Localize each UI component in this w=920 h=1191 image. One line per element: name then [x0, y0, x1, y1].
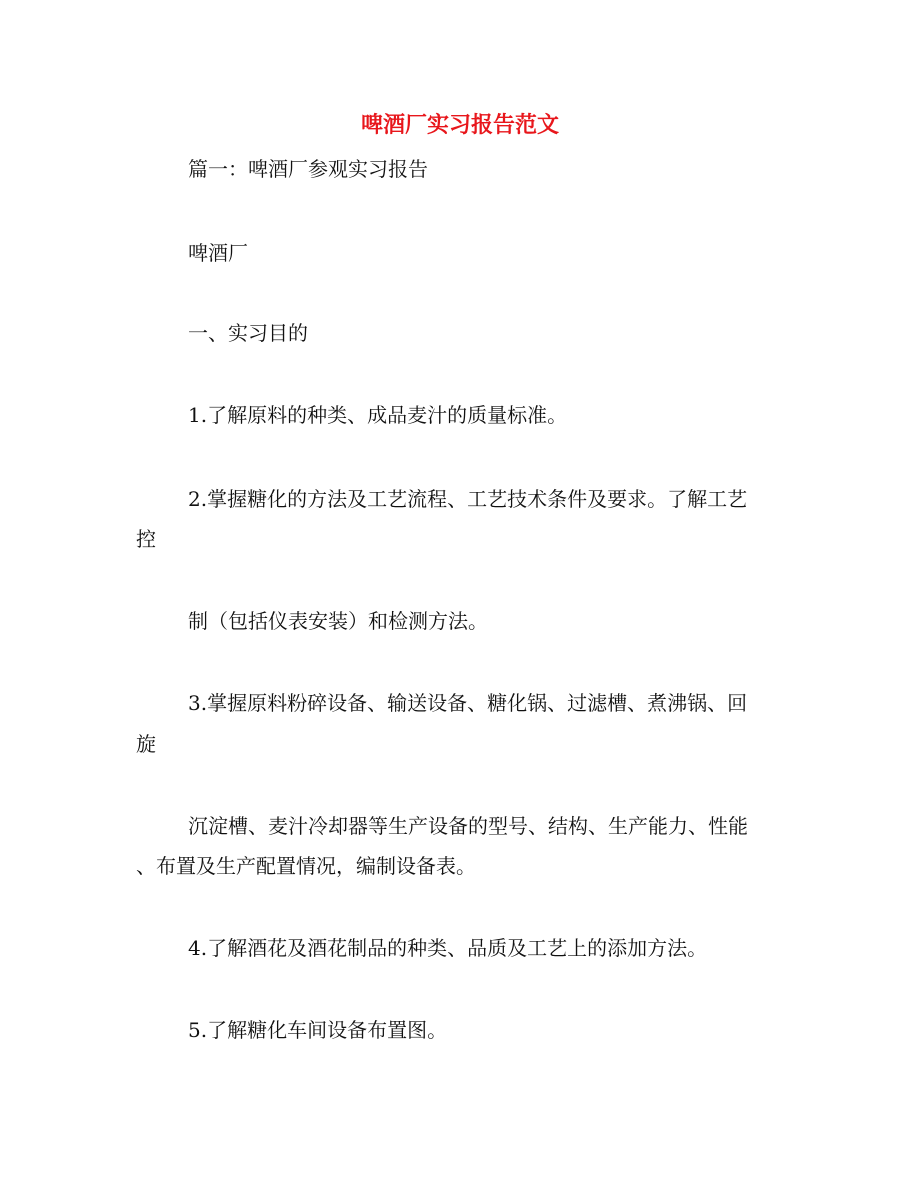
list-item-3-line-2: 旋	[136, 732, 156, 756]
list-item-2-line-2: 控	[136, 527, 156, 551]
list-item-2-line-1: 2.掌握糖化的方法及工艺流程、工艺技术条件及要求。了解工艺	[188, 487, 748, 511]
list-item-3-line-1: 3.掌握原料粉碎设备、输送设备、糖化锅、过滤槽、煮沸锅、回	[188, 691, 748, 715]
list-item-1: 1.了解原料的种类、成品麦汁的质量标准。	[188, 403, 568, 427]
list-item-3-continuation-line-2: 、布置及生产配置情况，编制设备表。	[136, 854, 476, 878]
list-item-2-continuation: 制（包括仪表安装）和检测方法。	[188, 609, 488, 633]
list-item-5: 5.了解糖化车间设备布置图。	[188, 1018, 448, 1042]
list-item-4: 4.了解酒花及酒花制品的种类、品质及工艺上的添加方法。	[188, 936, 708, 960]
list-item-3-continuation-line-1: 沉淀槽、麦汁冷却器等生产设备的型号、结构、生产能力、性能	[188, 814, 748, 838]
document-title: 啤酒厂实习报告范文	[360, 112, 559, 138]
section-heading-purpose: 一、实习目的	[188, 321, 308, 345]
section-heading-part-one: 篇一：啤酒厂参观实习报告	[188, 157, 428, 181]
paragraph-brewery: 啤酒厂	[188, 241, 248, 265]
